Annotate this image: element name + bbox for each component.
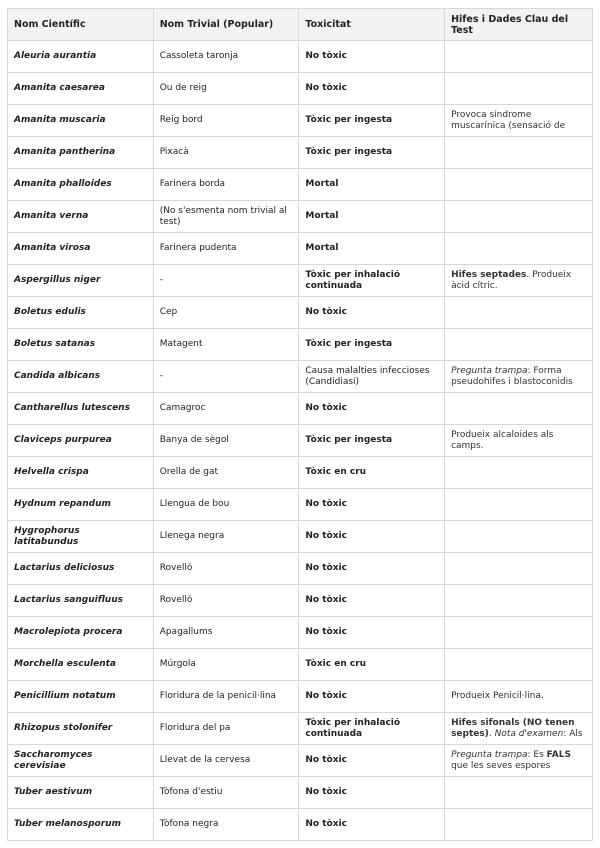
table-row — [8, 105, 593, 137]
common-name-cell: Tòfona d'estiu — [153, 777, 299, 809]
toxicity-cell: No tòxic — [299, 297, 445, 329]
scientific-name-cell: Tuber aestivum — [8, 777, 154, 809]
scientific-name-cell: Boletus satanas — [8, 329, 154, 361]
toxicity-cell: Tòxic per ingesta — [299, 137, 445, 169]
common-name-cell: Cassoleta taronja — [153, 41, 299, 73]
table-row — [8, 489, 593, 521]
toxicity-cell: No tòxic — [299, 41, 445, 73]
table-row — [8, 777, 593, 809]
notes-text: Hifes sifonals (NO tenen septes). Nota d'examen: Als — [451, 717, 583, 739]
toxicity-cell: Tòxic per ingesta — [299, 329, 445, 361]
scientific-name-cell: Amanita caesarea — [8, 73, 154, 105]
scientific-name-cell: Amanita pantherina — [8, 137, 154, 169]
scientific-name-cell: Amanita muscaria — [8, 105, 154, 137]
toxicity-cell: No tòxic — [299, 681, 445, 713]
common-name-cell: Farinera borda — [153, 169, 299, 201]
toxicity-cell: No tòxic — [299, 585, 445, 617]
notes-text: Provoca síndrome muscarínica (sensació de — [451, 109, 566, 131]
common-name-cell: - — [153, 265, 299, 297]
scientific-name-cell: Aleuria aurantia — [8, 41, 154, 73]
header-common-name: Nom Trivial (Popular) — [153, 9, 299, 41]
notes-cell — [445, 713, 593, 745]
notes-cell — [445, 105, 593, 137]
scientific-name-cell: Cantharellus lutescens — [8, 393, 154, 425]
toxicity-cell: Tòxic per ingesta — [299, 105, 445, 137]
table-row — [8, 585, 593, 617]
toxicity-cell: No tòxic — [299, 809, 445, 841]
notes-cell — [445, 201, 593, 233]
scientific-name-cell: Macrolepiota procera — [8, 617, 154, 649]
notes-cell — [445, 489, 593, 521]
common-name-cell: Reig bord — [153, 105, 299, 137]
header-row — [8, 9, 593, 41]
toxicity-cell: Tòxic en cru — [299, 457, 445, 489]
notes-cell — [445, 553, 593, 585]
table-row — [8, 681, 593, 713]
toxicity-cell: Tòxic per inhalació continuada — [299, 713, 445, 745]
notes-cell — [445, 425, 593, 457]
common-name-cell: Llevat de la cervesa — [153, 745, 299, 777]
notes-cell — [445, 329, 593, 361]
table-row — [8, 745, 593, 777]
common-name-cell: Ou de reig — [153, 73, 299, 105]
table-row — [8, 73, 593, 105]
header-notes: Hifes i Dades Clau del Test — [445, 9, 593, 41]
table-row — [8, 297, 593, 329]
notes-cell — [445, 233, 593, 265]
toxicity-cell: Causa malalties infeccioses (Candidiasi) — [299, 361, 445, 393]
common-name-cell: Llenega negra — [153, 521, 299, 553]
notes-cell — [445, 361, 593, 393]
scientific-name-cell: Claviceps purpurea — [8, 425, 154, 457]
common-name-cell: Rovelló — [153, 585, 299, 617]
toxicity-cell: No tòxic — [299, 521, 445, 553]
table-row — [8, 233, 593, 265]
notes-cell — [445, 41, 593, 73]
table-row — [8, 393, 593, 425]
notes-text: Hifes septades. Produeix àcid cítric. — [451, 269, 572, 291]
table-row — [8, 329, 593, 361]
toxicity-cell: No tòxic — [299, 745, 445, 777]
table-row — [8, 41, 593, 73]
table-row — [8, 553, 593, 585]
scientific-name-cell: Saccharomyces cerevisiae — [8, 745, 154, 777]
toxicity-cell: No tòxic — [299, 393, 445, 425]
common-name-cell: Llengua de bou — [153, 489, 299, 521]
table-row — [8, 617, 593, 649]
scientific-name-cell: Candida albicans — [8, 361, 154, 393]
scientific-name-cell: Tuber melanosporum — [8, 809, 154, 841]
scientific-name-cell: Hygrophorus latitabundus — [8, 521, 154, 553]
table-row — [8, 457, 593, 489]
toxicity-cell: No tòxic — [299, 489, 445, 521]
scientific-name-cell: Amanita verna — [8, 201, 154, 233]
toxicity-cell: Mortal — [299, 169, 445, 201]
scientific-name-cell: Lactarius sanguifluus — [8, 585, 154, 617]
table-row — [8, 521, 593, 553]
common-name-cell: Pixacà — [153, 137, 299, 169]
toxicity-cell: Mortal — [299, 201, 445, 233]
notes-cell — [445, 617, 593, 649]
table-row — [8, 169, 593, 201]
scientific-name-cell: Amanita virosa — [8, 233, 154, 265]
notes-cell — [445, 585, 593, 617]
notes-cell — [445, 777, 593, 809]
common-name-cell: Orella de gat — [153, 457, 299, 489]
toxicity-cell: Tòxic en cru — [299, 649, 445, 681]
notes-text: Pregunta trampa: És FALS que les seves espores — [451, 749, 571, 771]
common-name-cell: Múrgola — [153, 649, 299, 681]
notes-cell — [445, 169, 593, 201]
header-scientific-name: Nom Científic — [8, 9, 154, 41]
notes-cell — [445, 393, 593, 425]
common-name-cell: - — [153, 361, 299, 393]
common-name-cell: (No s'esmenta nom trivial al test) — [153, 201, 299, 233]
table-row — [8, 265, 593, 297]
table-row — [8, 137, 593, 169]
common-name-cell: Farinera pudenta — [153, 233, 299, 265]
common-name-cell: Apagallums — [153, 617, 299, 649]
toxicity-cell: No tòxic — [299, 553, 445, 585]
notes-text: Produeix Penicil·lina. — [451, 691, 544, 701]
scientific-name-cell: Rhizopus stolonifer — [8, 713, 154, 745]
notes-cell — [445, 297, 593, 329]
scientific-name-cell: Aspergillus niger — [8, 265, 154, 297]
notes-cell — [445, 521, 593, 553]
table-body — [8, 41, 593, 841]
scientific-name-cell: Amanita phalloides — [8, 169, 154, 201]
table-row — [8, 361, 593, 393]
table-row — [8, 201, 593, 233]
toxicity-cell: Tòxic per inhalació continuada — [299, 265, 445, 297]
notes-cell — [445, 745, 593, 777]
toxicity-cell: Mortal — [299, 233, 445, 265]
notes-cell — [445, 457, 593, 489]
common-name-cell: Tòfona negra — [153, 809, 299, 841]
toxicity-cell: No tòxic — [299, 777, 445, 809]
notes-text: Produeix alcaloides als camps. — [451, 429, 554, 451]
common-name-cell: Camagroc — [153, 393, 299, 425]
common-name-cell: Floridura del pa — [153, 713, 299, 745]
common-name-cell: Floridura de la penicil·lina — [153, 681, 299, 713]
table-row — [8, 425, 593, 457]
scientific-name-cell: Lactarius deliciosus — [8, 553, 154, 585]
header-toxicity: Toxicitat — [299, 9, 445, 41]
notes-cell — [445, 137, 593, 169]
notes-cell — [445, 649, 593, 681]
notes-cell — [445, 681, 593, 713]
common-name-cell: Matagent — [153, 329, 299, 361]
table-row — [8, 809, 593, 841]
scientific-name-cell: Boletus edulis — [8, 297, 154, 329]
table-row — [8, 713, 593, 745]
scientific-name-cell: Helvella crispa — [8, 457, 154, 489]
scientific-name-cell: Hydnum repandum — [8, 489, 154, 521]
notes-cell — [445, 265, 593, 297]
table-row — [8, 649, 593, 681]
common-name-cell: Rovelló — [153, 553, 299, 585]
common-name-cell: Cep — [153, 297, 299, 329]
toxicity-cell: Tòxic per ingesta — [299, 425, 445, 457]
scientific-name-cell: Morchella esculenta — [8, 649, 154, 681]
notes-text: Pregunta trampa: Forma pseudohifes i blastoconidis — [451, 365, 573, 387]
fungi-table — [7, 8, 593, 841]
common-name-cell: Banya de sègol — [153, 425, 299, 457]
scientific-name-cell: Penicillium notatum — [8, 681, 154, 713]
toxicity-cell: No tòxic — [299, 617, 445, 649]
notes-cell — [445, 73, 593, 105]
toxicity-cell: No tòxic — [299, 73, 445, 105]
notes-cell — [445, 809, 593, 841]
